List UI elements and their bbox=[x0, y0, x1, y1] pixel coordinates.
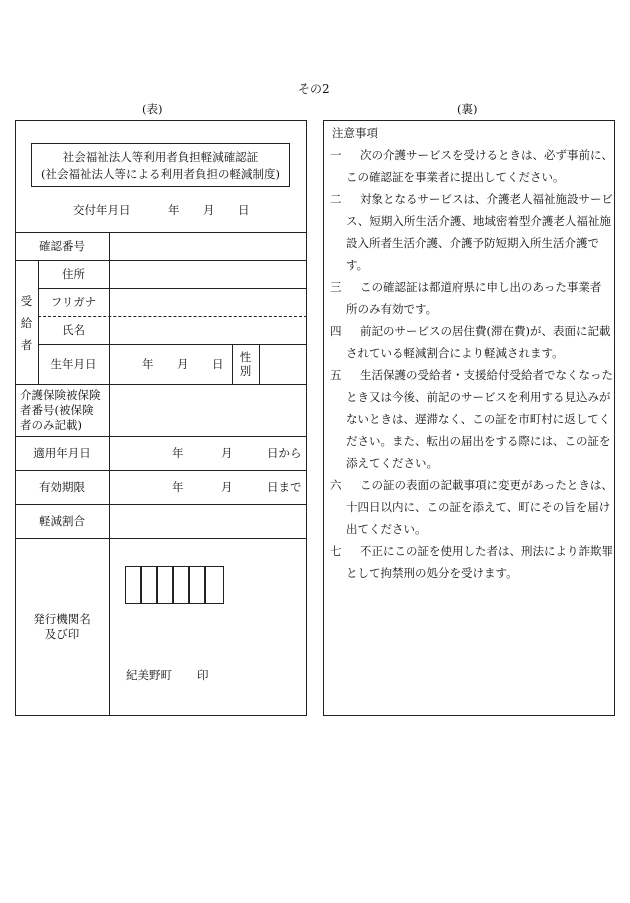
notice-item bbox=[332, 144, 616, 188]
stamp-box bbox=[141, 566, 157, 604]
notice-line: とき又は今後、前記のサービスを利用する見込みが bbox=[346, 390, 611, 404]
card-title: 社会福祉法人等利用者負担軽減確認証 bbox=[62, 150, 259, 164]
card-subtitle: (社会福祉法人等による利用者負担の軽減制度) bbox=[41, 167, 280, 181]
notice-number: 二 bbox=[330, 192, 342, 206]
valid-until-label: 有効期限 bbox=[39, 480, 85, 494]
applicable-date-label: 適用年月日 bbox=[33, 446, 91, 460]
notice-line: として拘禁刑の処分を受けます。 bbox=[346, 566, 518, 580]
notice-item bbox=[332, 474, 616, 540]
issue-date-label: 交付年月日 bbox=[73, 203, 131, 217]
valid-year-unit: 年 bbox=[172, 480, 184, 494]
notice-number: 三 bbox=[330, 280, 342, 294]
notice-item bbox=[332, 364, 616, 474]
issue-day-unit: 日 bbox=[238, 203, 250, 217]
notice-number: 七 bbox=[330, 544, 342, 558]
front-label: (表) bbox=[142, 102, 163, 116]
stamp-box bbox=[189, 566, 205, 604]
stamp-box bbox=[173, 566, 189, 604]
notice-line: 十四日以内に、この証を添えて、町にその旨を届け bbox=[346, 500, 611, 514]
birth-day-unit: 日 bbox=[212, 357, 224, 371]
row-divider bbox=[15, 470, 307, 471]
notice-line: この確認証は都道府県に申し出のあった事業者 bbox=[360, 280, 602, 294]
issue-month-unit: 月 bbox=[203, 203, 215, 217]
back-label: (裏) bbox=[457, 102, 478, 116]
insured-number-label bbox=[20, 388, 101, 433]
recipient-char: 受 bbox=[20, 294, 33, 308]
notice-line: 不正にこの証を使用した者は、刑法により詐欺罪 bbox=[360, 544, 613, 558]
birth-year-unit: 年 bbox=[142, 357, 154, 371]
reduction-rate-label: 軽減割合 bbox=[39, 514, 85, 528]
notice-list bbox=[332, 122, 616, 584]
recipient-group-label bbox=[15, 290, 38, 356]
row-divider bbox=[38, 344, 307, 345]
notice-number: 五 bbox=[330, 368, 342, 382]
notice-item bbox=[332, 320, 616, 364]
notice-item bbox=[332, 188, 616, 276]
insured-label-line: 介護保険被保険 bbox=[20, 388, 101, 402]
row-divider bbox=[15, 232, 307, 233]
stamp-box bbox=[205, 566, 224, 604]
notice-line: ださい。また、転出の届出をする際には、この証を bbox=[346, 434, 611, 448]
notice-item bbox=[332, 276, 616, 320]
valid-suffix: 日まで bbox=[267, 480, 302, 494]
notice-line: 出てください。 bbox=[346, 522, 427, 536]
birth-month-unit: 月 bbox=[177, 357, 189, 371]
birth-date-label: 生年月日 bbox=[50, 357, 97, 371]
confirm-number-label: 確認番号 bbox=[39, 239, 85, 253]
address-label: 住所 bbox=[62, 267, 85, 281]
notice-line: 前記のサービスの居住費(滞在費)が、表面に記載 bbox=[360, 324, 611, 338]
notice-line: 生活保護の受給者・支援給付受給者でなくなった bbox=[360, 368, 613, 382]
gender-char: 別 bbox=[239, 364, 252, 378]
valid-month-unit: 月 bbox=[221, 480, 233, 494]
gender-label bbox=[232, 350, 259, 378]
recipient-char: 給 bbox=[20, 316, 33, 330]
notice-item bbox=[332, 540, 616, 584]
stamp-box bbox=[157, 566, 173, 604]
row-divider bbox=[15, 504, 307, 505]
applicable-suffix: 日から bbox=[267, 446, 302, 460]
insured-label-line: 者のみ記載) bbox=[20, 418, 82, 432]
notice-number: 一 bbox=[330, 148, 342, 162]
notice-line: 次の介護サービスを受けるときは、必ず事前に、 bbox=[360, 148, 613, 162]
issuer-seal: 印 bbox=[197, 668, 209, 682]
page-label: その2 bbox=[298, 82, 330, 96]
notice-line: 添えてください。 bbox=[346, 456, 438, 470]
column-divider bbox=[259, 344, 260, 384]
notice-line: 設入所者生活介護、介護予防短期入所生活介護で bbox=[346, 236, 599, 250]
row-divider bbox=[15, 384, 307, 385]
notice-number: 四 bbox=[330, 324, 342, 338]
notice-heading: 注意事項 bbox=[332, 126, 378, 140]
notice-line: 所のみ有効です。 bbox=[346, 302, 438, 316]
recipient-char: 者 bbox=[20, 338, 33, 352]
applicable-year-unit: 年 bbox=[172, 446, 184, 460]
furigana-label: フリガナ bbox=[50, 295, 97, 309]
notice-line: 対象となるサービスは、介護老人福祉施設サービ bbox=[360, 192, 613, 206]
issuer-town: 紀美野町 bbox=[126, 668, 172, 682]
issue-year-unit: 年 bbox=[168, 203, 180, 217]
row-divider bbox=[38, 288, 307, 289]
notice-line: ス、短期入所生活介護、地域密着型介護老人福祉施 bbox=[346, 214, 611, 228]
furigana-dashed-divider bbox=[38, 316, 307, 317]
notice-line: この証の表面の記載事項に変更があったときは、 bbox=[360, 478, 613, 492]
issuer-label-line: 発行機関名 bbox=[33, 612, 91, 626]
name-label: 氏名 bbox=[62, 323, 85, 337]
notice-line: す。 bbox=[346, 258, 369, 272]
notice-number: 六 bbox=[330, 478, 342, 492]
notice-line: この確認証を事業者に提出してください。 bbox=[346, 170, 565, 184]
issuer-label-line: 及び印 bbox=[44, 627, 80, 641]
issuer-label bbox=[15, 612, 109, 642]
stamp-box bbox=[125, 566, 141, 604]
gender-char: 性 bbox=[239, 350, 252, 364]
insured-label-line: 者番号(被保険 bbox=[20, 403, 94, 417]
notice-line: ないときは、遅滞なく、この証を市町村に返してく bbox=[346, 412, 611, 426]
applicable-month-unit: 月 bbox=[221, 446, 233, 460]
row-divider bbox=[15, 436, 307, 437]
row-divider bbox=[15, 538, 307, 539]
row-divider bbox=[15, 260, 307, 261]
column-divider bbox=[109, 232, 110, 716]
notice-line: されている軽減割合により軽減されます。 bbox=[346, 346, 564, 360]
